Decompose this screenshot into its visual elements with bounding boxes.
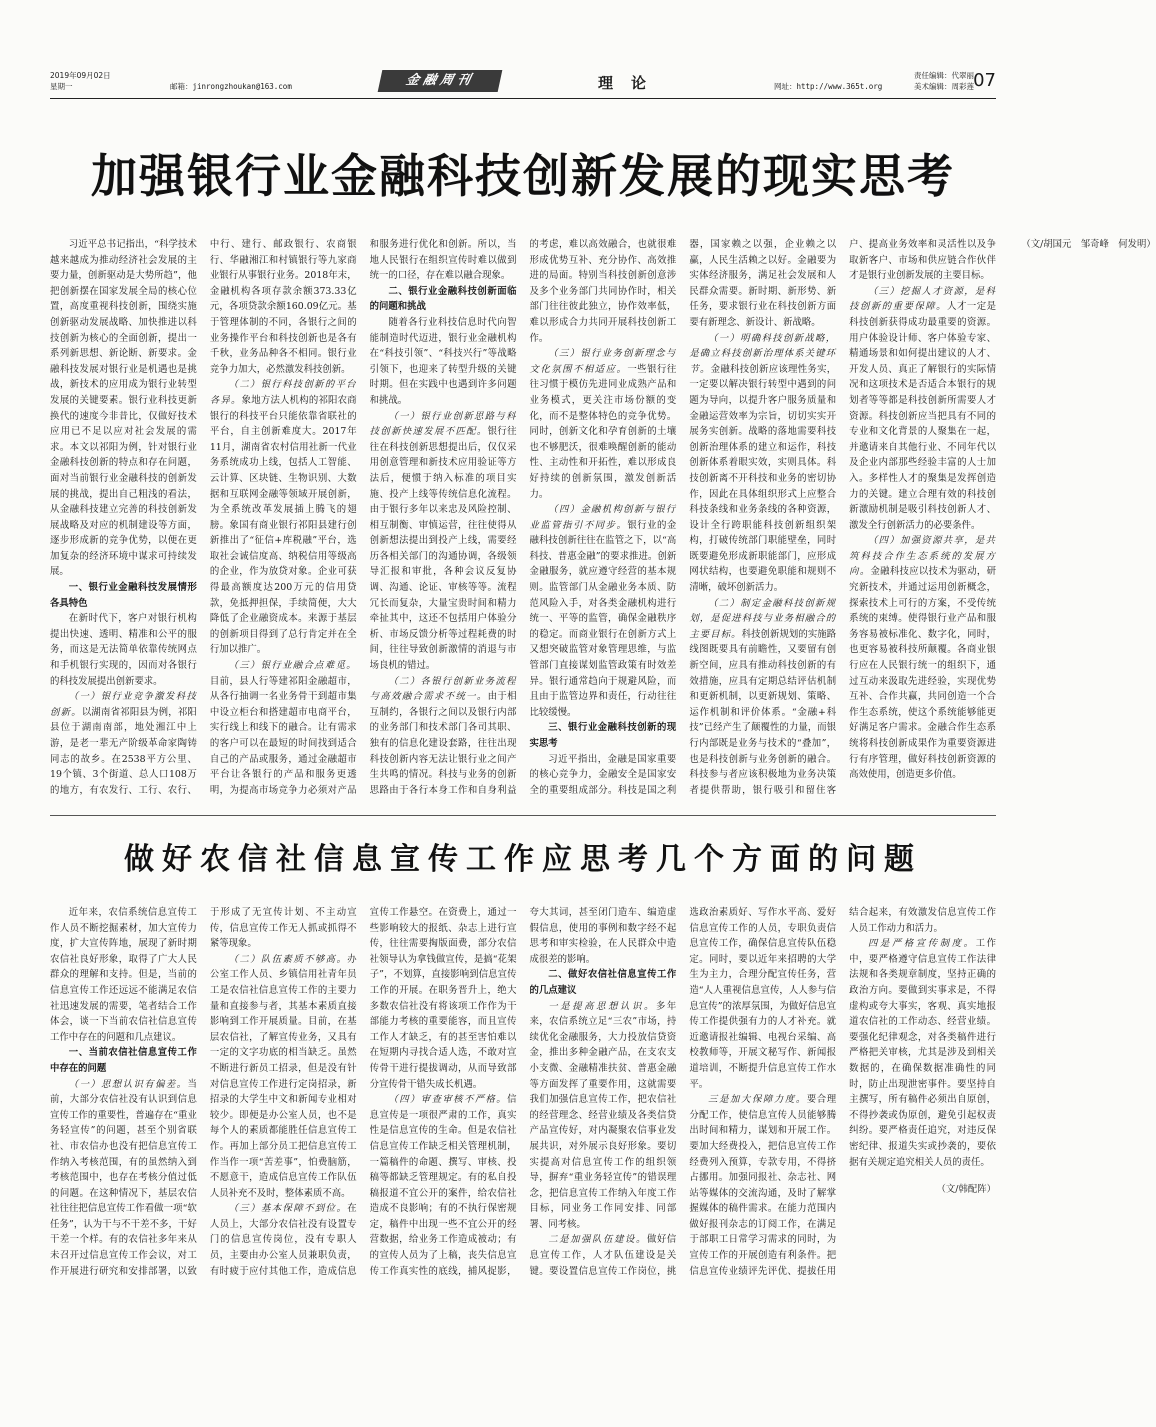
masthead: [50, 68, 996, 98]
article2-subhead: （四）审查审核不严格。: [388, 1094, 508, 1106]
editor-credits: [914, 70, 974, 92]
article1-para: 随着各行业科技信息时代向智能制造时代迈进，银行业金融机构在“科技引领”、“科技兴行”等战略引领下，也迎来了转型升级的关键时期。但在实践中也遇到许多问题和挑战。: [369, 316, 517, 406]
article1-subhead: （一）银行业创新思路与科技创新快速发展不匹配。: [369, 410, 517, 438]
article2-body: [50, 905, 996, 1405]
article1-subhead: （二）银行科技创新的平台各异。: [209, 379, 357, 406]
section-name: 理论: [598, 74, 665, 92]
article2-subhead: 三是加大保障力度。: [708, 1094, 807, 1106]
article1-subhead: （三）挖掘人才资源，是科技创新的重要保障。: [849, 285, 996, 313]
article1-para: （二）制定金融科技创新规划，是促进科技与业务相融合的主要目标。科技创新规划的实施路线图既要具有前瞻性，又要留有创新空间，应具有推动科技创新的有效措施，应具有定期总结评估机制和更新机制，以更新规划、策略、运作机制和评价体系。“金融+科技”已经产生了颠覆性的力量，而银行内部既是业务与技术的“叠加”，也是科技创新与业务创新的融合。科技参与者应该积极地为业务决策者提供帮助，银行吸引和留住客户、提高业务效率和灵活性以及争取新客户、市场和供应链合作伙伴才是银行业创新发展的主要目标。: [689, 239, 996, 796]
article2-subhead: （三）基本保障不到位。: [228, 1203, 348, 1215]
article2-para: （一）思想认识有偏差。当前，大部分农信社没有认识到信息宣传工作的重要性，普遍存在“重业务轻宣传”的问题，甚至个别省联社、市农信办也没有把信息宣传工作纳入考核范围，有的虽然纳入到考核范围中，也存在考核分值过低的问题。在这种情况下，基层农信社往往把信息宣传工作看做一项“软任务”，认为干与不干差不多，干好干差一个样。有的农信社多年来从未召开过信息宣传工作会议，对工作开展进行研究和安排部署，以致于形成了无宣传计划、不主动宣传，信息宣传工作无人抓或抓得不紧等现象。: [50, 907, 357, 1277]
article2-para: （三）基本保障不到位。在人员上，大部分农信社没有设置专门的信息宣传岗位，没有专职人员，主要由办公室人员兼职负责，有时疲于应付其他工作，造成信息宣传工作悬空。在资费上，通过一些影响较大的报纸、杂志上进行宣传，往往需要掏版面费，部分农信社领导认为拿钱做宣传，是搞“花架子”，不划算，直接影响到信息宣传工作的开展。在职务晋升上，绝大多数农信社没有将该项工作作为干部能力考核的重要能容，而且宣传工作人才缺乏，有的甚至害怕难以在短期内寻找合适人选，不敢对宣传骨干进行提拔调动，从而导致部分宣传骨干错失成长机遇。: [209, 907, 517, 1277]
article1-para: （四）金融机构创新与银行业监管指引不同步。银行业的金融科技创新往往在监管之下，以“高科技、普惠金融”的要求推进。创新金融服务，就应遵守经营的基本规则。监管部门从金融业务本质、防范风险入手，对各类金融机构进行统一、平等的监管，确保金融秩序的稳定。而商业银行在创新方式上又想突破监管对象管理思维，与监管部门直接谋划监管政策有时效差异。银行通常趋向于规避风险，而且由于监管边界和责任，行动往往比较缓慢。: [529, 504, 677, 718]
article2-subhead: 四是严格宣传制度。: [867, 938, 976, 950]
article2-heading-2: 二、做好农信社信息宣传工作的几点建议: [529, 969, 677, 996]
article1-heading-2: 二、银行业金融科技创新面临的问题和挑战: [369, 285, 517, 313]
website-url: 网址：http://www.365t.org: [774, 82, 883, 91]
article2-para: （四）审查审核不严格。信息宣传是一项很严肃的工作，真实性是信息宣传的生命。但是农信社信息宣传工作缺乏相关管理机制，一篇稿件的命题、撰写、审核、投稿等都缺乏管理规定。有的私自投稿报道不宜公开的案件，给农信社造成不良影响；有的不执行保密规定，稿件中出现一些不宜公开的经营数据，给业务工作造成被动；有的宣传人员为了上稿，丧失信息宣传工作真实性的底线，捕风捉影，夸大其词，甚至闭门造车、编造虚假信息，使用的事例和数字经不起思考和审实检验，在人民群众中造成很差的影响。: [369, 907, 677, 1277]
article1-para: （三）银行业务创新理念与文化氛围不相适应。一些银行往往习惯于模仿先进同业成熟产品和业务模式，更关注市场份额的变化，而不是整体特色的竞争优势。同时，创新文化和孕育创新的土壤也不够肥沃，很难唤醒创新的能动性、主动性和开拓性，难以形成良好持续的创新氛围，激发创新活力。: [529, 348, 677, 500]
article1-para: （一）银行业创新思路与科技创新快速发展不匹配。银行往往在科技创新思想提出后，仅仅采用创意管理和新技术应用验证等方法后，便惯于纳入标准的项目实施、投产上线等传统信息化流程。由于银行多年以来忠及风险控制、相互制衡、审慎运营，往往使得从创新想法提出到投产上线，需要经历各相关部门的沟通协调，各级领导汇报和审批，各种会议反复协调、沟通、论证、审核等等。流程冗长而复杂，大量宝贵时间和精力牵扯其中，这还不包括用户体验分析、市场反馈分析等过程耗费的时间，往往导致创新激情的消退与市场良机的错过。: [369, 410, 517, 672]
article1-heading-3: 三、银行业金融科技创新的现实思考: [529, 722, 677, 749]
article1-para: （二）各银行创新业务流程与高效融合需求不统一。由于相互制约，各银行之间以及银行内部的业务部门和技术部门各司其职、独有的信息化建设套路，往往出现科技创新内容无法让银行业之间产生共鸣的情况。科技与业务的创新思路由于各行本身工作和自身利益的考虑，难以高效融合，也就很难形成优势互补、充分协作、高效推进的局面。特别当科技创新创意涉及多个业务部门共同协作时，相关部门往往彼此独立，协作效率低，难以形成合力共同开展科技创新工作。: [369, 239, 677, 796]
article1-intro: 习近平总书记指出，“科学技术越来越成为推动经济社会发展的主要力量，创新驱动是大势所趋”，他把创新摆在国家发展全局的核心位置，高度重视科技创新，围绕实施创新驱动发展战略、加快推进以科技创新为核心的全面创新，提出一系列新思想、新论断、新要求。金融科技发展对银行业是机遇也是挑战，新技术的应用成为银行业转型发展的关键要素。银行业科技更新换代的速度今非昔比，仅做好技术应用已不足以应对社会发展的需求。本文以祁阳为例，针对银行业金融科技创新的特点和存在问题，面对当前银行业金融科技的创新发展的挑战，提出自己粗浅的看法，从金融科技建立完善的科技创新发展战略及对应的机制建设等方面，逐步形成新的竞争优势，以便在更加复杂的经济环境中谋求可持续发展。: [50, 239, 197, 578]
article1-para: （二）银行科技创新的平台各异。象地方法人机构的祁阳农商银行的科技平台只能依靠省联社的平台，自主创新难度大。2017年11月，湖南省农村信用社新一代业务系统成功上线，包括人工智能、云计算、区块链、生物识别、大数据和互联网金融等领域开展创新，为全系统改革发展插上腾飞的翅膀。象国有商业银行祁阳县建行创新推出了“征信+库税融”平台，选取社会诚信度高、纳税信用等级高的企业，作为放贷对象。企业可获得最高额度达200万元的信用贷款，免抵押担保，手续简便，大大降低了企业融资成本。来源于基层的创新项目得到了总行肯定并在全行加以推广。: [209, 379, 357, 656]
issue-weekday: 星期一: [50, 82, 73, 91]
article1-para: （四）加强资源共享，是共筑科技合作生态系统的发展方向。金融科技应以技术为驱动，研究新技术，并通过运用创新概念，探索技术上可行的方案，不受传统系统的束缚。使得银行业产品和服务容易被标准化、数字化，同时，也更容易被科技所颠覆。各商业银行应在人民银行统一的组织下，通过互动来汲取先进经验，实现优势互补、合作共赢，共同创造一个合作生态系统，使这个系统能够能更好满足客户需求。金融合作生态系统将科技创新成果作为重要资源进行有序管理，做好科技创新资源的高效使用，创造更多价值。: [849, 535, 996, 781]
page-number: 07: [973, 70, 996, 91]
article2-subhead: 一是提高思想认识。: [548, 1000, 656, 1012]
article1-subhead: （一）明确科技创新战略，是确立科技创新治理体系关键环节。: [689, 332, 837, 375]
article2-para: 二是加强队伍建设。做好信息宣传工作，人才队伍建设是关键。要设置信息宣传工作岗位，挑选政治素质好、写作水平高、爱好信息宣传工作的人员，专职负责信息宣传工作，确保信息宣传队伍稳定。同时，要以近年来招聘的大学生为主力，合理分配宣传任务，营造“人人重视信息宣传，人人参与信息宣传”的浓厚氛围，为做好信息宣传工作提供强有力的人才补充。就近邀请报社编辑、电视台采编、高校教师等，开展文秘写作、新闻报道培训，不断提升信息宣传工作水平。: [529, 907, 837, 1277]
brand-logo: 金融周刊: [378, 70, 503, 92]
article2-para: 三是加大保障力度。要合理分配工作，使信息宣传人员能够腾出时间和精力，谋划和开展工作。要加大经费投入，把信息宣传工作经费列入预算，专款专用，不得挤占挪用。加强同报社、杂志社、网站等媒体的交流沟通，及时了解掌握媒体的稿件需求。在能力范围内做好报刊杂志的订阅工作，在满足于部职工日常学习需求的同时，为宣传工作的开展创造有利条件。把信息宣传业绩评先评优、提拔任用结合起来，有效激发信息宣传工作人员工作动力和活力。: [689, 907, 996, 1277]
contact-email: 邮箱：jinrongzhoukan@163.com: [170, 82, 292, 91]
article1-subhead: （三）银行业务创新理念与文化氛围不相适应。: [529, 348, 677, 375]
article1-para: （一）银行业竞争激发科技创新。以湖南省祁阳县为例，祁阳县位于湖南南部，地处湘江中上游，是老一辈无产阶级革命家陶铸同志的故乡。在2538平方公里、19个镇、3个街道、总人口108万的地方，有农发行、工行、农行、中行、建行、邮政银行、农商银行、华融湘江和村镇银行等九家商业银行从事银行业务。2018年末，金融机构各项存款余额373.33亿元，各项贷款余额160.09亿元。基于管理体制的不同，各银行之间的业务操作平台和科技创新也是各有千秋，业务品种各不相同。银行业竞争力加大，必然激发科技创新。: [50, 239, 357, 796]
article1-heading-1: 一、银行业金融科技发展情形各具特色: [50, 582, 197, 609]
article1-subhead: （二）制定金融科技创新规划，是促进科技与业务相融合的主要目标。: [689, 597, 837, 640]
article1-byline: （文/胡国元 邹奇峰 何发明）: [1021, 239, 1156, 250]
article2-subhead: 二是加强队伍建设。: [548, 1234, 647, 1246]
masthead-rule: [50, 98, 996, 99]
article1-para: （三）挖掘人才资源，是科技创新的重要保障。人才一定是科技创新获得成功最重要的资源。用户体验设计师、客户体验专家、精通场景和如何提出建议的人才、开发人员、真正了解银行的实际情况和这项技术是否适合本银行的规划者等等都是科技创新所需要人才资源。科技创新应当把具有不同的专业和文化背景的人聚集在一起，并邀请来自其他行业、不同年代以及企业内部那些经验丰富的人士加入。多样性人才的聚集是发挥创造力的关键。建立合理有效的科技创新激励机制是吸引科技创新人才、激发全行创新活力的必要条件。: [849, 285, 996, 531]
article1-subhead: （四）金融机构创新与银行业监管指引不同步。: [529, 504, 677, 531]
article2-byline: （文/韩配阵）: [936, 1184, 996, 1196]
article1-subhead: （二）各银行创新业务流程与高效融合需求不统一。: [369, 675, 517, 703]
art-editor: 美术编辑：周彩莲: [914, 82, 974, 91]
issue-date-block: [50, 70, 111, 92]
issue-date: 2019年09月02日: [50, 71, 111, 80]
article1-subhead: （一）银行业竞争激发科技创新。: [50, 691, 197, 718]
article1-para: （一）明确科技创新战略，是确立科技创新治理体系关键环节。金融科技创新应该理性务实，一定要以解决银行转型中遇到的问题为导向，以提升客户服务质量和金融运营效率为宗旨，切切实实开展务实创新。战略的落地需要科技创新治理体系的建立和运作，科技创新体系着眼实效，实则具体。科技创新离不开科技和业务的密切协作，因此在具体组织形式上应整合科技条线和业务条线的各种资源，设计全行跨职能科技创新组织架构，打破传统部门职能壁垒，同时既要避免形成新职能部门，应形成网状结构，也要避免职能和规则不清晰，破坏创新活力。: [689, 332, 837, 594]
article2-title: 做好农信社信息宣传工作应思考几个方面的问题: [124, 842, 922, 877]
chief-editor: 责任编辑：代翠丽: [914, 71, 974, 80]
article1-title: 加强银行业金融科技创新发展的现实思考: [91, 149, 955, 203]
article2-para: （二）队伍素质不够高。办公室工作人员、乡镇信用社青年员工是农信社信息宣传工作的主要力量和直接参与者，其基本素质直接影响到工作开展质量。目前，在基层农信社，了解宣传业务，又具有一定的文字功底的相当缺乏。虽然不断进行新员工招录，但是没有针对信息宣传工作进行定岗招录，新招录的大学生中文和新闻专业相对较少。即便是办公室人员，也不是每个人的素质都能胜任信息宣传工作。再加上部分员工把信息宣传工作当作一项“苦差事”，怕费脑筋，不愿意干，造成信息宣传工作队伍人员补充不及时，整体素质不高。: [209, 953, 357, 1199]
article2-para: 一是提高思想认识。多年来，农信系统立足“三农”市场，持续优化金融服务，大力投放信贷资金，推出多种金融产品，在支农支小支微、金融精准扶贫、普惠金融等方面发挥了重要作用，这就需要我们加强信息宣传工作，把农信社的经营理念、经营业绩及各类信贷产品宣传好，对内凝聚农信事业发展共识，对外展示良好形象。要切实提高对信息宣传工作的组织领导，摒弃“重业务轻宣传”的错误理念，把信息宣传工作纳入年度工作目标，同业务工作同安排、同部署、同考核。: [529, 1000, 677, 1230]
article2-heading-1: 一、当前农信社信息宣传工作中存在的问题: [50, 1047, 197, 1074]
article1-subhead: （四）加强资源共享，是共筑科技合作生态系统的发展方向。: [849, 535, 996, 578]
article1-para: 习近平指出，金融是国家重要的核心竞争力，金融安全是国家安全的重要组成部分。科技是国之利器，国家赖之以强，企业赖之以赢，人民生活赖之以好。金融要为实体经济服务，满足社会发展和人民群众需要。新时期、新形势、新任务，要求银行业在科技创新方面要有新理念、新设计、新战略。: [529, 239, 837, 796]
article1-para: 在新时代下，客户对银行机构提出快速、透明、精准和公平的服务，而这是无法简单依靠传统网点和手机银行实现的，因而对各银行的科技发展提出创新要求。: [50, 613, 197, 687]
article1-subhead: （三）银行业融合点难觅。: [228, 660, 357, 672]
article2-intro: 近年来，农信系统信息宣传工作人员不断挖掘素材，加大宣传力度，扩大宣传阵地，展现了新时期农信社良好形象，取得了广大人民群众的理解和支持。但是，当前的信息宣传工作还远远不能满足农信社迅速发展的需要，笔者结合工作体会，谈一下当前农信社信息宣传工作中存在的问题和几点建议。: [50, 907, 197, 1043]
article1-body: [50, 237, 1156, 802]
article-separator: [50, 815, 996, 816]
article1-para: （三）银行业融合点难觅。目前，县人行等建祁阳金融超市，从各行抽调一名业务骨干到超市集中设立柜台和搭建超市电商平台，实行线上和线下的融合。让有需求的客户可以在最短的时间找到适合自己的产品或服务，通过金融超市平台让各银行的产品和服务更透明，为提高市场竞争力必须对产品和服务进行优化和创新。所以，当地人民银行在组织宣传时难以做到统一的口径，存在难以融合现象。: [209, 239, 517, 796]
article2-subhead: （一）思想认识有偏差。: [68, 1078, 188, 1090]
article2-subhead: （二）队伍素质不够高。: [228, 953, 348, 965]
article2-para: 四是严格宣传制度。工作中，要严格遵守信息宣传工作法律法规和各类规章制度，坚持正确的政治方向。要做到实事求是，不得虚构或夸大事实，客观、真实地报道农信社的工作动态、经营业绩。要强化纪律观念，对各类稿件进行严格把关审核，尤其是涉及到相关数据的，在确保数据准确性的同时，防止出现泄密事件。要坚持自主撰写，所有稿件必须出自原创，不得抄袭或伪原创，避免引起权责纠纷。要严格责任追究，对违反保密纪律、报道失实或抄袭的，要依据有关规定追究相关人员的责任。: [849, 938, 996, 1168]
